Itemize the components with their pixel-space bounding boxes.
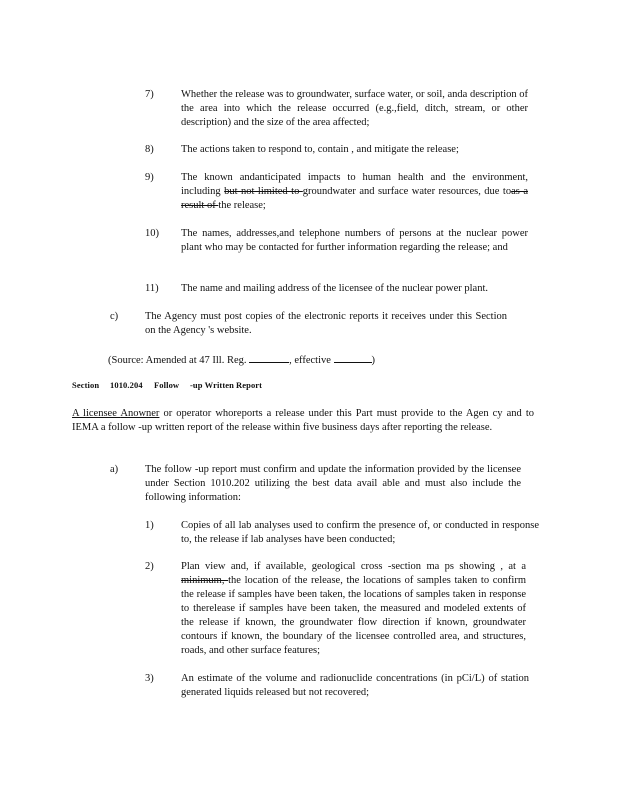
item-2-struck-text: minimum, bbox=[181, 575, 229, 586]
source-blank-date bbox=[334, 352, 372, 363]
item-2-part: the location of the release, the locations of samples taken to confirm the release if samples have been taken, the locations of samples taken in response to therelease if samples have been taken, the measured and modeled extents of the release if known, the groundwater flow direction if known, groundwater contours if known, the boundary of the licensee controlled area, and structures, roads, and other surface features; bbox=[181, 575, 526, 656]
item-10-part: The names, addresses,and telephone numbers of persons at the nuclear power plant who may be contacted for further information regarding the release; and bbox=[181, 228, 528, 253]
item-7-text bbox=[181, 88, 528, 130]
item-7-number: 7) bbox=[145, 89, 154, 100]
intro-underlined: Anowner bbox=[120, 408, 160, 419]
item-8-part: The actions taken to respond to, contain , and mitigate the release; bbox=[181, 144, 459, 155]
item-9-text bbox=[181, 171, 528, 213]
intro-paragraph bbox=[72, 407, 534, 435]
item-8-text bbox=[181, 143, 528, 157]
item-3-part: An estimate of the volume and radionuclide concentrations (in pCi/L) of station generated liquids released but not recovered; bbox=[181, 673, 529, 698]
item-9-part: The known andanticipated impacts to human health and the environment, including bbox=[181, 172, 528, 197]
item-9-number: 9) bbox=[145, 172, 154, 183]
item-a-number: a) bbox=[110, 464, 119, 475]
intro-lead: A licensee bbox=[72, 408, 121, 419]
source-prefix: (Source: Amended at 47 Ill. Reg. bbox=[108, 355, 247, 366]
item-2-number: 2) bbox=[145, 561, 154, 572]
item-9-struck-text: as a result of bbox=[181, 186, 528, 211]
source-suffix: ) bbox=[371, 355, 376, 366]
item-9-struck-text: but not limited to bbox=[224, 186, 303, 197]
item-c-number: c) bbox=[110, 311, 119, 322]
item-9-part: groundwater and surface water resources, due to bbox=[302, 186, 512, 197]
section-heading bbox=[72, 380, 262, 390]
source-note bbox=[108, 352, 428, 368]
item-8-number: 8) bbox=[145, 144, 154, 155]
item-3-text bbox=[181, 672, 529, 700]
item-2-text bbox=[181, 560, 526, 658]
section-title-c: Report bbox=[236, 380, 263, 390]
item-1-part: Copies of all lab analyses used to confirm the presence of, or conducted in response to, the release if lab analyses have been conducted; bbox=[181, 520, 539, 545]
item-11-text bbox=[181, 282, 531, 296]
item-7-part: Whether the release was to groundwater, surface water, or soil, anda description of the area into which the release occurred (e.g.,field, ditch, stream, or other description) and the size of the area affected; bbox=[181, 89, 528, 128]
section-title-a: Follow bbox=[154, 380, 180, 390]
item-2-part: Plan view and, if available, geological cross -section ma ps showing , at a bbox=[181, 561, 526, 572]
item-9-part: the release; bbox=[218, 200, 266, 211]
source-mid: , effective bbox=[289, 355, 331, 366]
item-11-part: The name and mailing address of the licensee of the nuclear power plant. bbox=[181, 283, 489, 294]
item-1-text bbox=[181, 519, 539, 547]
section-label: Section bbox=[72, 380, 100, 390]
intro-rest: or operator whoreports a release under this Part must provide to the Agen cy and to IEMA a follow -up written report of the release within five business days after reporting the release. bbox=[72, 408, 534, 433]
item-a-text: The follow -up report must confirm and update the information provided by the licensee under Section 1010.202 utilizing the best data avail able and must also include the following information: bbox=[145, 464, 521, 503]
section-title-b: -up Written bbox=[190, 380, 234, 390]
section-number: 1010.204 bbox=[110, 380, 143, 390]
item-10-text bbox=[181, 227, 528, 255]
item-11-number: 11) bbox=[145, 283, 159, 294]
source-blank-reg bbox=[249, 352, 289, 363]
item-3-number: 3) bbox=[145, 673, 154, 684]
item-c-text: The Agency must post copies of the electronic reports it receives under this Section on the Agency 's website. bbox=[145, 311, 507, 336]
item-1-number: 1) bbox=[145, 520, 154, 531]
item-10-number: 10) bbox=[145, 228, 159, 239]
